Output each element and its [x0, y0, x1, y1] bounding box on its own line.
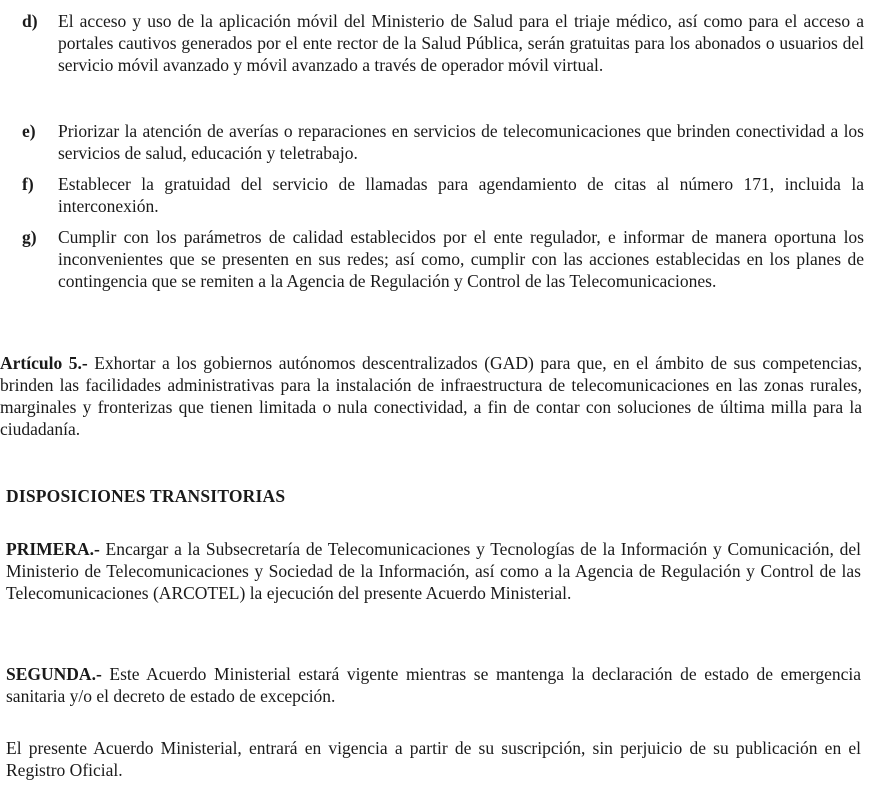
segunda-paragraph	[6, 663, 861, 707]
list-item-text: Establecer la gratuidad del servicio de llamadas para agendamiento de citas al número 171, incluida la interconexión.	[58, 174, 864, 216]
primera-paragraph	[6, 538, 861, 604]
list-item-g	[22, 226, 864, 292]
list-marker: f)	[22, 174, 34, 194]
list-item-f	[22, 173, 864, 217]
article-5-label: Artículo 5.-	[0, 353, 88, 373]
section-heading-transitorias: DISPOSICIONES TRANSITORIAS	[6, 486, 286, 506]
list-item-e	[22, 120, 864, 164]
primera-text: Encargar a la Subsecretaría de Telecomunicaciones y Tecnologías de la Información y Comunicación, del Ministerio de Telecomunicaciones y Sociedad de la Información, así como a la Agencia de Regulación y Control de las Telecomunicaciones (ARCOTEL) la ejecución del presente Acuerdo Ministerial.	[6, 539, 861, 603]
closing-paragraph: El presente Acuerdo Ministerial, entrará en vigencia a partir de su suscripción, sin perjuicio de su publicación en el Registro Oficial.	[6, 738, 861, 780]
list-item-text: Cumplir con los parámetros de calidad establecidos por el ente regulador, e informar de manera oportuna los inconvenientes que se presenten en sus redes; así como, cumplir con las acciones establecidas en los planes de contingencia que se remiten a la Agencia de Regulación y Control de las Telecomunicaciones.	[58, 227, 864, 291]
list-item-text: El acceso y uso de la aplicación móvil del Ministerio de Salud para el triaje médico, así como para el acceso a portales cautivos generados por el ente rector de la Salud Pública, serán gratuitas para los abonados o usuarios del servicio móvil avanzado y móvil avanzado a través de operador móvil virtual.	[58, 11, 864, 75]
list-marker: g)	[22, 227, 37, 247]
list-marker: e)	[22, 121, 36, 141]
segunda-text: Este Acuerdo Ministerial estará vigente mientras se mantenga la declaración de estado de emergencia sanitaria y/o el decreto de estado de excepción.	[6, 664, 861, 706]
primera-label: PRIMERA.-	[6, 539, 100, 559]
article-5-text: Exhortar a los gobiernos autónomos descentralizados (GAD) para que, en el ámbito de sus competencias, brinden las facilidades administrativas para la instalación de infraestructura de telecomunicaciones en las zonas rurales, marginales y fronterizas que tienen limitada o nula conectividad, a fin de contar con soluciones de última milla para la ciudadanía.	[0, 353, 862, 439]
segunda-label: SEGUNDA.-	[6, 664, 102, 684]
list-marker: d)	[22, 11, 38, 31]
list-item-d	[22, 10, 864, 76]
article-5-paragraph	[0, 352, 862, 440]
list-item-text: Priorizar la atención de averías o reparaciones en servicios de telecomunicaciones que brinden conectividad a los servicios de salud, educación y teletrabajo.	[58, 121, 864, 163]
